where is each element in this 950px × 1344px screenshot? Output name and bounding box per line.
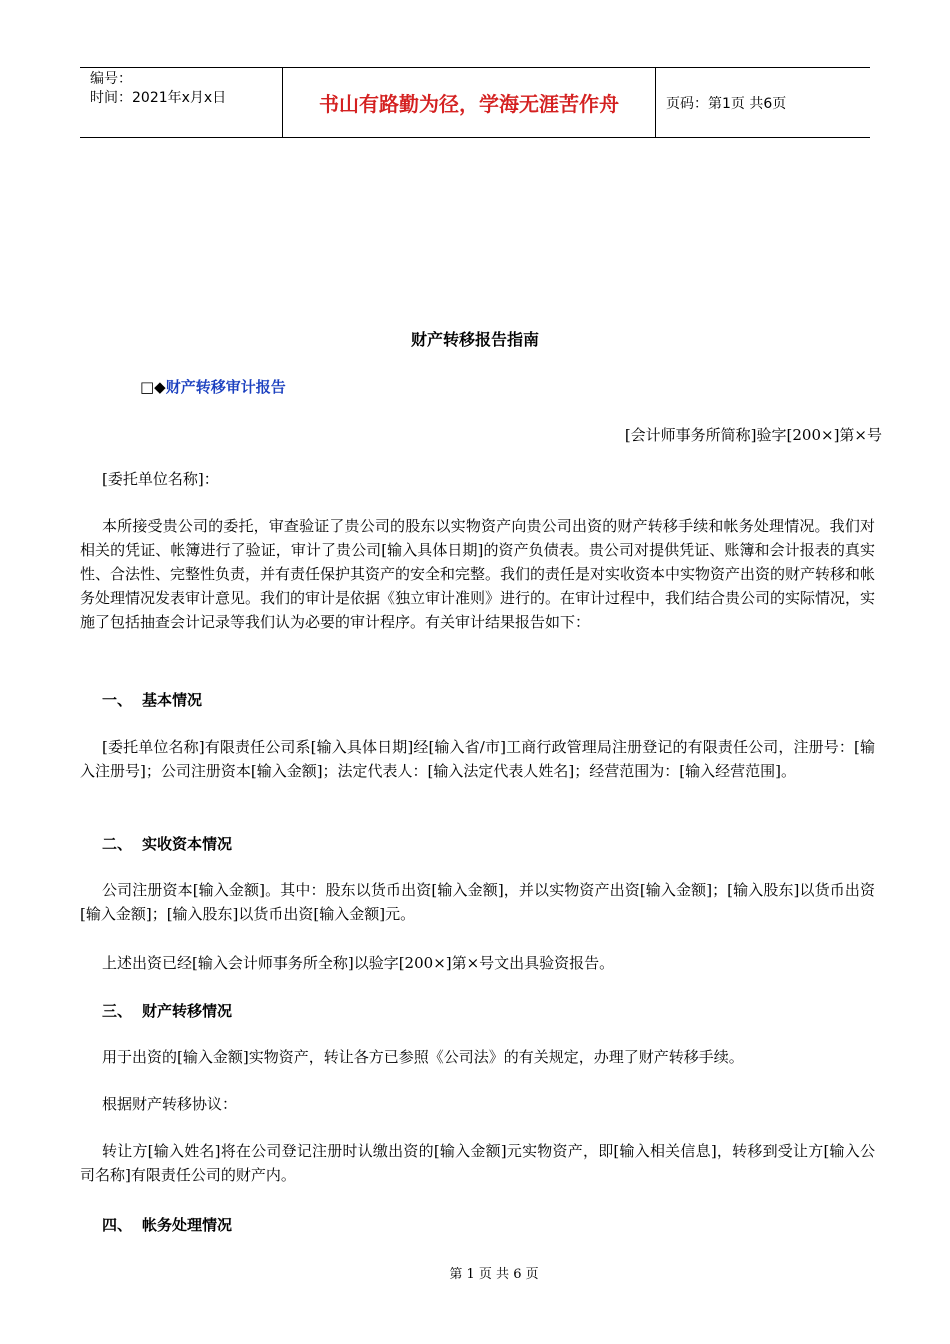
section-number: 一、: [102, 691, 133, 709]
section-title: 帐务处理情况: [142, 1216, 233, 1234]
reference-number: [会计师事务所简称]验字[200×]第×号: [624, 426, 882, 444]
section-title: 基本情况: [142, 691, 203, 709]
section-heading-1: [102, 689, 202, 710]
section-number: 三、: [102, 1002, 133, 1020]
addressee: [委托单位名称]：: [102, 470, 219, 488]
section-3-paragraph-1: 用于出资的[输入金额]实物资产，转让各方已参照《公司法》的有关规定，办理了财产转移手续。: [102, 1048, 744, 1066]
intro-paragraph: 本所接受贵公司的委托，审查验证了贵公司的股东以实物资产向贵公司出资的财产转移手续和帐务处理情况。我们对相关的凭证、帐簿进行了验证，审计了贵公司[输入具体日期]的资产负债表。贵公司对提供凭证、账簿和会计报表的真实性、合法性、完整性负责，并有责任保护其资产的安全和完整。我们的责任是对实收资本中实物资产出资的财产转移和帐务处理情况发表审计意见。我们的审计是依据《独立审计准则》进行的。在审计过程中，我们结合贵公司的实际情况，实施了包括抽查会计记录等我们认为必要的审计程序。有关审计结果报告如下：: [80, 517, 876, 631]
page-footer: 第 1 页 共 6 页: [449, 1267, 539, 1282]
page-header: [80, 67, 870, 138]
section-number: 四、: [102, 1216, 133, 1234]
section-title: 财产转移情况: [142, 1002, 233, 1020]
section-heading-4: [102, 1214, 232, 1235]
header-date: 时间：2021年x月x日: [90, 90, 227, 106]
document-title: 财产转移报告指南: [410, 330, 539, 349]
header-motto: 书山有路勤为径，学海无涯苦作舟: [282, 68, 656, 137]
section-number: 二、: [102, 835, 133, 853]
section-heading-2: [102, 833, 232, 854]
section-2-paragraph-2: 上述出资已经[输入会计师事务所全称]以验字[200×]第×号文出具验资报告。: [102, 954, 615, 972]
section-3-paragraph-3: 转让方[输入姓名]将在公司登记注册时认缴出资的[输入金额]元实物资产，即[输入相关信息]，转移到受让方[输入公司名称]有限责任公司的财产内。: [80, 1142, 875, 1184]
section-title: 实收资本情况: [142, 835, 233, 853]
header-meta: [80, 68, 282, 137]
header-number: 编号：: [90, 71, 132, 87]
section-heading-3: [102, 1000, 232, 1021]
section-2-paragraph-1: 公司注册资本[输入金额]。其中：股东以货币出资[输入金额]，并以实物资产出资[输入金额]；[输入股东]以货币出资[输入金额]；[输入股东]以货币出资[输入金额]元。: [80, 881, 875, 923]
section-3-paragraph-2: 根据财产转移协议：: [102, 1095, 238, 1113]
section-1-paragraph: [委托单位名称]有限责任公司系[输入具体日期]经[输入省/市]工商行政管理局注册登记的有限责任公司，注册号：[输入注册号]；公司注册资本[输入金额]；法定代表人：[输入法定代表人姓名]；经营范围为：[输入经营范围]。: [80, 738, 875, 780]
subtitle-link[interactable]: 财产转移审计报告: [165, 378, 286, 396]
subtitle-line: [140, 376, 286, 397]
header-page: 页码：第1页 共6页: [666, 95, 787, 112]
checkbox-diamond-icon: □◆: [140, 378, 166, 396]
